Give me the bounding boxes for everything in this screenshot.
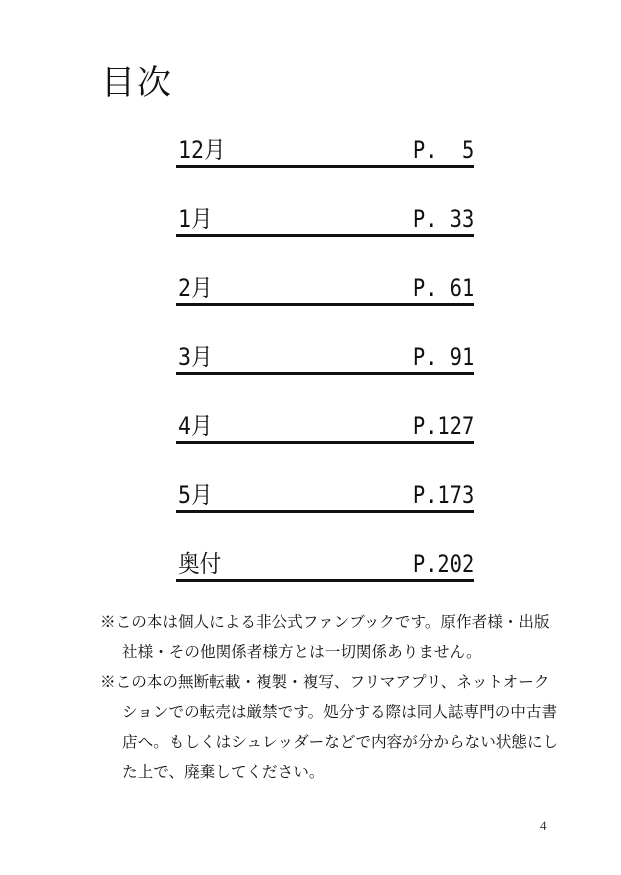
- table-of-contents: [176, 134, 474, 617]
- toc-entry-label: 5月: [178, 481, 213, 509]
- toc-entry: [176, 134, 474, 168]
- page-number: 4: [540, 818, 547, 833]
- disclaimer-note-unofficial: ※この本は個人による非公式ファンブックです。原作者様・出版社様・その他関係者様方とは一切関係ありません。: [100, 613, 550, 661]
- toc-entry: [176, 272, 474, 306]
- toc-entry: [176, 410, 474, 444]
- toc-entry-page: P. 91: [412, 343, 474, 371]
- toc-entry: [176, 548, 474, 582]
- toc-entry-label: 4月: [178, 412, 213, 440]
- toc-entry-label: 奥付: [178, 550, 222, 578]
- toc-entry-page: P.202: [412, 550, 474, 578]
- toc-entry-page: P. 61: [412, 274, 474, 302]
- toc-entry: [176, 479, 474, 513]
- toc-entry-page: P. 5: [412, 136, 474, 164]
- toc-entry: [176, 203, 474, 237]
- toc-entry-label: 2月: [178, 274, 213, 302]
- disclaimer-notes: [100, 607, 560, 787]
- toc-entry: [176, 341, 474, 375]
- toc-entry-label: 12月: [178, 136, 226, 164]
- toc-entry-page: P.127: [412, 412, 474, 440]
- toc-entry-label: 3月: [178, 343, 213, 371]
- page-title: 目次: [101, 63, 173, 103]
- toc-entry-page: P.173: [412, 481, 474, 509]
- disclaimer-note-reproduction: ※この本の無断転載・複製・複写、フリマアプリ、ネットオークションでの転売は厳禁です。処分する際は同人誌専門の中古書店へ。もしくはシュレッダーなどで内容が分からない状態にした上で、廃棄してください。: [100, 673, 559, 781]
- toc-entry-page: P. 33: [412, 205, 474, 233]
- toc-entry-label: 1月: [178, 205, 213, 233]
